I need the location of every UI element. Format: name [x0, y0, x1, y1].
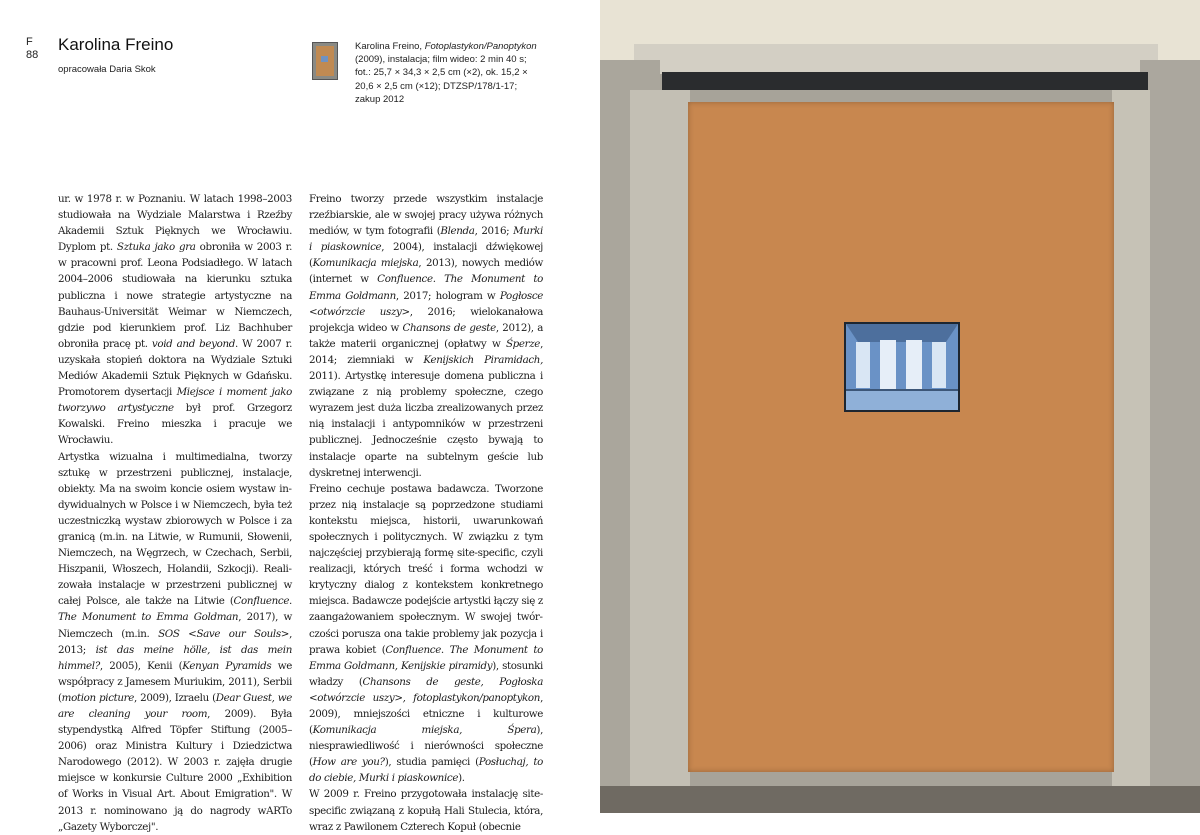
caption-details: (2009), instalacja; film wideo: 2 min 40 s; fot.: 25,7 × 34,3 × 2,5 cm (×2), ok. 15,2 × 20,6 × 2,5 cm (×12); DTZSP/178/1-17; zakup 2012: [355, 54, 528, 105]
italic-title: How are you?: [312, 756, 385, 769]
italic-title: Śperze: [505, 337, 541, 350]
text-run: , 2012), a także materii organicznej (opłatwy w: [309, 321, 543, 350]
text-column-right: [309, 191, 543, 835]
italic-title: Murki i piaskownice: [309, 225, 543, 254]
steel-lintel: [662, 72, 1148, 90]
text-run: Freino cechuje postawa badawcza. Tworzone przez nią instalacje są poprzedzone studiami kontekstu miejsca, historii, uwarunkowań społecznych i politycznych. W związku z tym najczęściej przybierają formę site-specific, czyli realizacji, których treść i forma wchodzi w krytyczny dialog z kontekstem konkretnego miejsca. Badawcze podejście artystki łączy się z zaangażowaniem społecznym. W swojej twórczości porusza ona takie problemy jak pozycja i prawa kobiet (: [309, 482, 543, 656]
italic-title: Posłuchaj, to do ciebie, Murki i piaskownice: [309, 756, 543, 785]
text-run: , 2005), Kenii (: [99, 659, 183, 672]
screen-image: [846, 324, 958, 410]
text-run: , 2017; hologram w: [395, 289, 500, 302]
text-run: , 2009), Izraelu (: [134, 691, 216, 704]
italic-title: Kenijskich Piramidach,: [423, 353, 543, 366]
italic-title: Chansons de geste: [402, 321, 496, 334]
text-page: [0, 0, 600, 833]
italic-title: Komunikacja miejska: [312, 257, 419, 270]
italic-title: Pogłosce <otwórzcie uszy>: [309, 289, 543, 318]
artwork-thumbnail: [312, 42, 338, 80]
italic-title: Confluence. The Monument to Emma Goldman: [58, 595, 292, 624]
door-jamb-right: [1112, 90, 1150, 790]
italic-title: Komunikacja miejska, Śpera: [312, 724, 537, 737]
text-run: , 2016; wielokanałowa projekcja wideo w: [309, 305, 543, 334]
italic-title: motion picture: [61, 691, 135, 704]
text-run: ).: [458, 772, 465, 785]
text-run: Freino tworzy przede wszystkim instalacje rzeźbiarskie, ale w swojej pracy używa różnych mediów, w tym fotografii (: [309, 193, 543, 238]
text-run: obroniła w 2003 r. w pracowni prof. Leona Podsiadłego. W latach 2004–2006 studiowała na kierunku sztuka publiczna i nowe strategie artystyczne na Bauhaus-Universität Weimar w Niemczech, gdzie pod kierunkiem prof. Liz Bachhuber obroniła pracę pt.: [58, 241, 292, 350]
body-paragraph: [309, 191, 543, 481]
door-jamb-left: [630, 90, 690, 790]
text-run: Artystka wizualna i multimedialna, tworzy sztukę w przestrzeni publicznej, instalacje, obiekty. Ma na swoim koncie osiem wystaw indywidualnych w Polsce i w Niemczech, była też uczestniczką wystaw zbiorowych w Polsce i za granicą (m.in. na Litwie, w Rumunii, Słowenii, Niemczech, na Węgrzech, w Czechach, Serbii, Hiszpanii, Włoszech, Holandii, Szkocji). Realizowała instalacje w przestrzeni publicznej w całej Polsce, ale także na Litwie (: [58, 450, 292, 608]
artwork-caption: [355, 40, 543, 106]
body-paragraph: [309, 481, 543, 787]
artwork-photo: [600, 0, 1200, 813]
text-run: , 2004), instalacji dźwiękowej (: [309, 241, 543, 270]
italic-title: ist das meine hölle, ist das mein himmel?: [58, 643, 292, 672]
italic-title: Confluence. The Monument to Emma Goldmann, Kenijskie piramidy: [309, 643, 543, 672]
floor: [600, 786, 1200, 813]
text-run: 2011). Artystkę interesuje domena publiczna i związane z nią problemy społeczne, czego wyrazem jest duża liczba zrealizowanych przez nią instalacji i antypomników w przestrzeni publicznej. Jednocześnie często bywają to instalacje oparte na subtelnym geście lub dyskretnej interwencji.: [309, 370, 543, 479]
ceiling-beam: [634, 44, 1158, 74]
text-run: W 2009 r. Freino przygotowała instalację site-specific związaną z kopułą Hali Stulecia, która, wraz z Pawilonem Czterech Kopuł (obecnie: [309, 788, 543, 833]
italic-title: Blenda: [440, 225, 475, 238]
italic-title: SOS <Save our Souls>: [158, 627, 290, 640]
italic-title: Dear Guest, we are cleaning your room: [58, 691, 292, 720]
text-run: , 2017), w Niemczech (m.in.: [58, 611, 292, 640]
text-run: , 2013), nowych mediów (internet w: [309, 257, 543, 286]
italic-title: void and beyond: [151, 337, 235, 350]
italic-title: Kenyan Pyramids: [182, 659, 272, 672]
text-run: ur. w 1978 r. w Poznaniu. W latach 1998–2003 studiowała na Wydziale Malarstwa i Rzeźby Akademii Sztuk Pięknych we Wrocławiu. Dyplom pt.: [58, 193, 292, 254]
text-run: ), stosunki władzy (: [309, 659, 543, 688]
body-paragraph: [58, 449, 292, 835]
video-screen: [844, 322, 960, 412]
caption-title: Fotoplastykon/Panoptykon: [424, 41, 537, 52]
italic-title: Chansons de geste, Pogłoska <otwórzcie uszy>, fotoplastykon/panoptykon: [309, 675, 543, 704]
author-heading: Karolina Freino: [58, 35, 174, 54]
text-run: , 2014; ziemniaki w: [309, 337, 543, 366]
text-run: , 2013;: [58, 627, 292, 656]
text-run: . W 2007 r. uzyskała stopień doktora na Wydziale Sztuki Mediów Akademii Sztuk Pięknych w Gdańsku. Promotorem dysertacji: [58, 337, 292, 399]
thumbnail-screen: [321, 56, 328, 62]
text-run: ), niesprawiedliwość i nierówności społeczne (: [309, 724, 543, 769]
text-column-left: [58, 191, 292, 835]
text-run: , 2016;: [474, 225, 514, 238]
text-run: ), studia pamięci (: [384, 756, 479, 769]
text-run: we współpracy z Jamesem Muriukim, 2011), Serbii (: [58, 659, 292, 704]
wooden-panel: [688, 102, 1114, 772]
page-number: F 88: [26, 36, 39, 61]
italic-title: Sztuka jako gra: [116, 241, 196, 254]
author-credit: opracowała Daria Skok: [58, 64, 156, 75]
italic-title: Confluence. The Monument to Emma Goldmann: [309, 273, 543, 302]
body-paragraph: [58, 191, 292, 449]
body-paragraph: [309, 786, 543, 834]
caption-author: Karolina Freino,: [355, 41, 425, 52]
text-run: , 2009). Była stypendystką Alfred Töpfer Stiftung (2005–2006) oraz Ministra Kultury i Dziedzictwa Narodowego (2012). W 2003 r. zajęła drugie miejsce w konkursie Culture 2000 „Exhibition of Works in Visual Art. About Emigration". W 2013 r. nominowano ją do nagrody wARTo „Gazety Wyborczej".: [58, 708, 292, 833]
italic-title: Miejsce i moment jako tworzywo artystyczne: [58, 386, 292, 415]
text-run: był prof. Grzegorz Kowalski. Freino mieszka i pracuje we Wrocławiu.: [58, 402, 292, 447]
text-run: , 2009), mniejszości etniczne i kulturowe (: [309, 691, 543, 737]
